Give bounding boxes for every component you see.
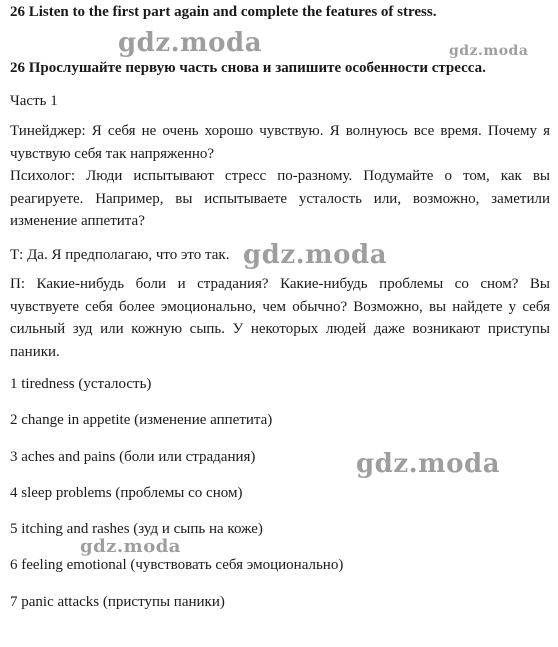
watermark: gdz.moda [449, 43, 529, 59]
watermark: gdz.moda [243, 240, 388, 270]
dialogue-teen: Тинейджер: Я себя не очень хорошо чувствую. Я волнуюсь все время. Почему я чувствую себя так напряженно? [10, 123, 550, 162]
dialogue-teen-reply: Т: Да. Я предполагаю, что это так. [10, 247, 230, 263]
dialogue-psychologist: Психолог: Люди испытывают стресс по-разному. Подумайте о том, как вы реагируете. Например, вы испытываете усталость или, возможно, заметили изменение аппетита? [10, 168, 550, 229]
exercise-title-russian: 26 Прослушайте первую часть снова и запишите особенности стресса. [10, 60, 486, 76]
watermark: gdz.moda [80, 536, 181, 557]
answer-item: 7 panic attacks (приступы паники) [10, 594, 225, 610]
answer-item: 1 tiredness (усталость) [10, 376, 152, 392]
answer-item: 6 feeling emotional (чувствовать себя эмоционально) [10, 557, 344, 573]
part-label: Часть 1 [10, 93, 58, 109]
dialogue-psychologist-reply: П: Какие-нибудь боли и страдания? Какие-нибудь проблемы со сном? Вы чувствуете себя более эмоционально, чем обычно? Возможно, вы найдете у себя сильный зуд или кожную сыпь. У некоторых людей даже возникают приступы паники. [10, 276, 550, 360]
watermark: gdz.moda [356, 449, 501, 479]
answer-item: 3 aches and pains (боли или страдания) [10, 449, 256, 465]
answer-item: 2 change in appetite (изменение аппетита) [10, 412, 273, 428]
answer-item: 5 itching and rashes (зуд и сыпь на коже) [10, 521, 263, 537]
answer-item: 4 sleep problems (проблемы со сном) [10, 485, 243, 501]
exercise-title-english: 26 Listen to the first part again and complete the features of stress. [10, 4, 437, 20]
watermark: gdz.moda [118, 28, 263, 58]
